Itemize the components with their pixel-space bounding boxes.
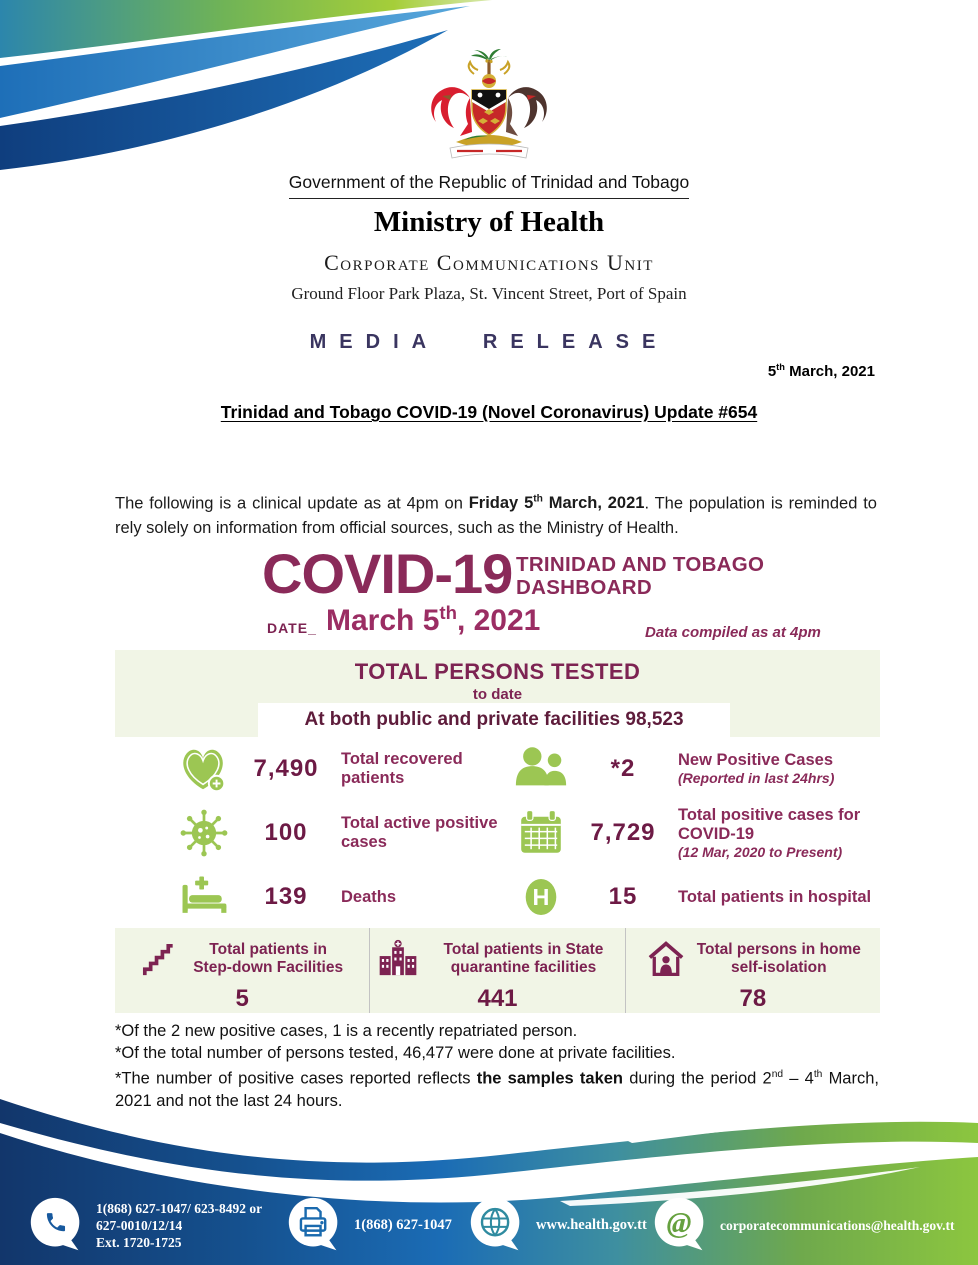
motto-ribbon	[450, 144, 528, 158]
dashboard-brand-subtitle: TRINIDAD AND TOBAGO DASHBOARD	[516, 553, 765, 599]
tested-detail: At both public and private facilities 98,523	[258, 703, 730, 737]
fax-number: 1(868) 627-1047	[354, 1216, 452, 1233]
contact-phone: 1(868) 627-1047/ 623-8492 or 627-0010/12/14 Ext. 1720-1725	[28, 1196, 262, 1254]
stat-label: Total patients in hospital	[678, 887, 872, 906]
scarlet-ibis-icon	[431, 87, 472, 136]
phone-icon	[28, 1196, 84, 1254]
coat-of-arms	[424, 48, 554, 170]
email-address[interactable]: corporatecommunications@health.gov.tt	[720, 1217, 955, 1233]
at-icon	[652, 1196, 708, 1254]
svg-text:H: H	[532, 884, 550, 911]
quarantine-building-icon	[376, 937, 420, 981]
media-release-banner: MEDIA RELEASE	[309, 331, 669, 353]
ministry-title: Ministry of Health	[373, 206, 605, 238]
stat-active-cases	[115, 801, 510, 865]
contact-website	[468, 1196, 647, 1254]
palm-tree-icon	[471, 49, 507, 76]
calendar-icon	[510, 803, 572, 863]
stat-sublabel: (Reported in last 24hrs)	[678, 770, 835, 786]
facility-label: Total persons in home self-isolation	[696, 941, 861, 976]
stat-label: Total recovered patients	[341, 750, 463, 787]
footnote-3: *The number of positive cases reported reflects the samples taken during the period 2nd – 4th March, 2021 and not the last 24 hours.	[115, 1069, 879, 1110]
facility-label: Total patients in State quarantine facilities	[443, 941, 604, 976]
heart-icon	[173, 739, 235, 799]
stat-value: 100	[264, 819, 308, 846]
tested-subtitle: to date	[472, 686, 523, 703]
people-icon	[510, 739, 572, 799]
address-line: Ground Floor Park Plaza, St. Vincent Street, Port of Spain	[291, 284, 687, 303]
home-isolation-icon	[644, 937, 688, 981]
stat-recovered	[115, 737, 510, 801]
facility-stepdown	[115, 928, 369, 1013]
facility-value: 441	[477, 985, 518, 1012]
government-line: Government of the Republic of Trinidad and Tobago	[288, 172, 690, 192]
stat-value: 7,490	[253, 755, 319, 782]
globe-icon	[468, 1196, 524, 1254]
data-compiled-note: Data compiled as at 4pm	[645, 624, 821, 641]
hospital-h-icon	[510, 867, 572, 927]
unit-title: Corporate Communications Unit	[324, 250, 654, 275]
tested-title: TOTAL PERSONS TESTED	[354, 659, 641, 684]
footnote-2: *Of the total number of persons tested, 46,477 were done at private facilities.	[115, 1044, 676, 1062]
letterhead	[0, 172, 978, 304]
stat-total-positive	[510, 801, 880, 865]
stat-label: Deaths	[341, 887, 397, 906]
stat-value: 7,729	[590, 819, 656, 846]
shield	[472, 90, 506, 135]
fax-icon	[286, 1196, 342, 1254]
stat-label: New Positive Cases	[678, 751, 833, 769]
facilities-panel	[115, 928, 880, 1013]
facility-label: Total patients in Step-down Facilities	[193, 941, 344, 976]
stat-deaths	[115, 865, 510, 929]
divider-rule	[289, 198, 689, 199]
stat-value: 15	[608, 883, 638, 910]
dashboard-brand: COVID-19	[262, 542, 513, 605]
bed-icon	[173, 867, 235, 927]
facility-home-isolation	[625, 928, 880, 1013]
cocrico-icon	[506, 87, 547, 136]
dashboard-date: March 5th, 2021	[326, 602, 541, 637]
release-date: 5th March, 2021	[767, 362, 875, 380]
svg-text:@: @	[666, 1206, 692, 1240]
website-url[interactable]: www.health.gov.tt	[536, 1216, 647, 1233]
footnote-1: *Of the 2 new positive cases, 1 is a recently repatriated person.	[115, 1022, 578, 1040]
stat-new-positive	[510, 737, 880, 801]
stairs-icon	[136, 937, 180, 981]
update-headline: Trinidad and Tobago COVID-19 (Novel Coronavirus) Update #654	[220, 402, 758, 422]
contact-fax	[286, 1196, 452, 1254]
stat-value: *2	[610, 755, 636, 782]
intro-paragraph: The following is a clinical update as at 4pm on Friday 5th March, 2021. The population is reminded to rely solely on information from official sources, such as the Ministry of Health.	[115, 493, 877, 537]
stat-label: Total active positive cases	[341, 814, 498, 851]
stat-value: 139	[264, 883, 308, 910]
stat-hospital	[510, 865, 880, 929]
virus-icon	[173, 803, 235, 863]
contact-email	[652, 1196, 955, 1254]
stat-label: Total positive cases for COVID-19	[678, 805, 861, 843]
total-tested-panel	[115, 650, 880, 737]
stat-sublabel: (12 Mar, 2020 to Present)	[678, 843, 843, 860]
stats-grid	[115, 737, 880, 929]
dashboard-date-label: DATE_	[267, 620, 317, 636]
facility-quarantine	[369, 928, 624, 1013]
facility-value: 78	[739, 985, 767, 1012]
facility-value: 5	[235, 985, 249, 1012]
